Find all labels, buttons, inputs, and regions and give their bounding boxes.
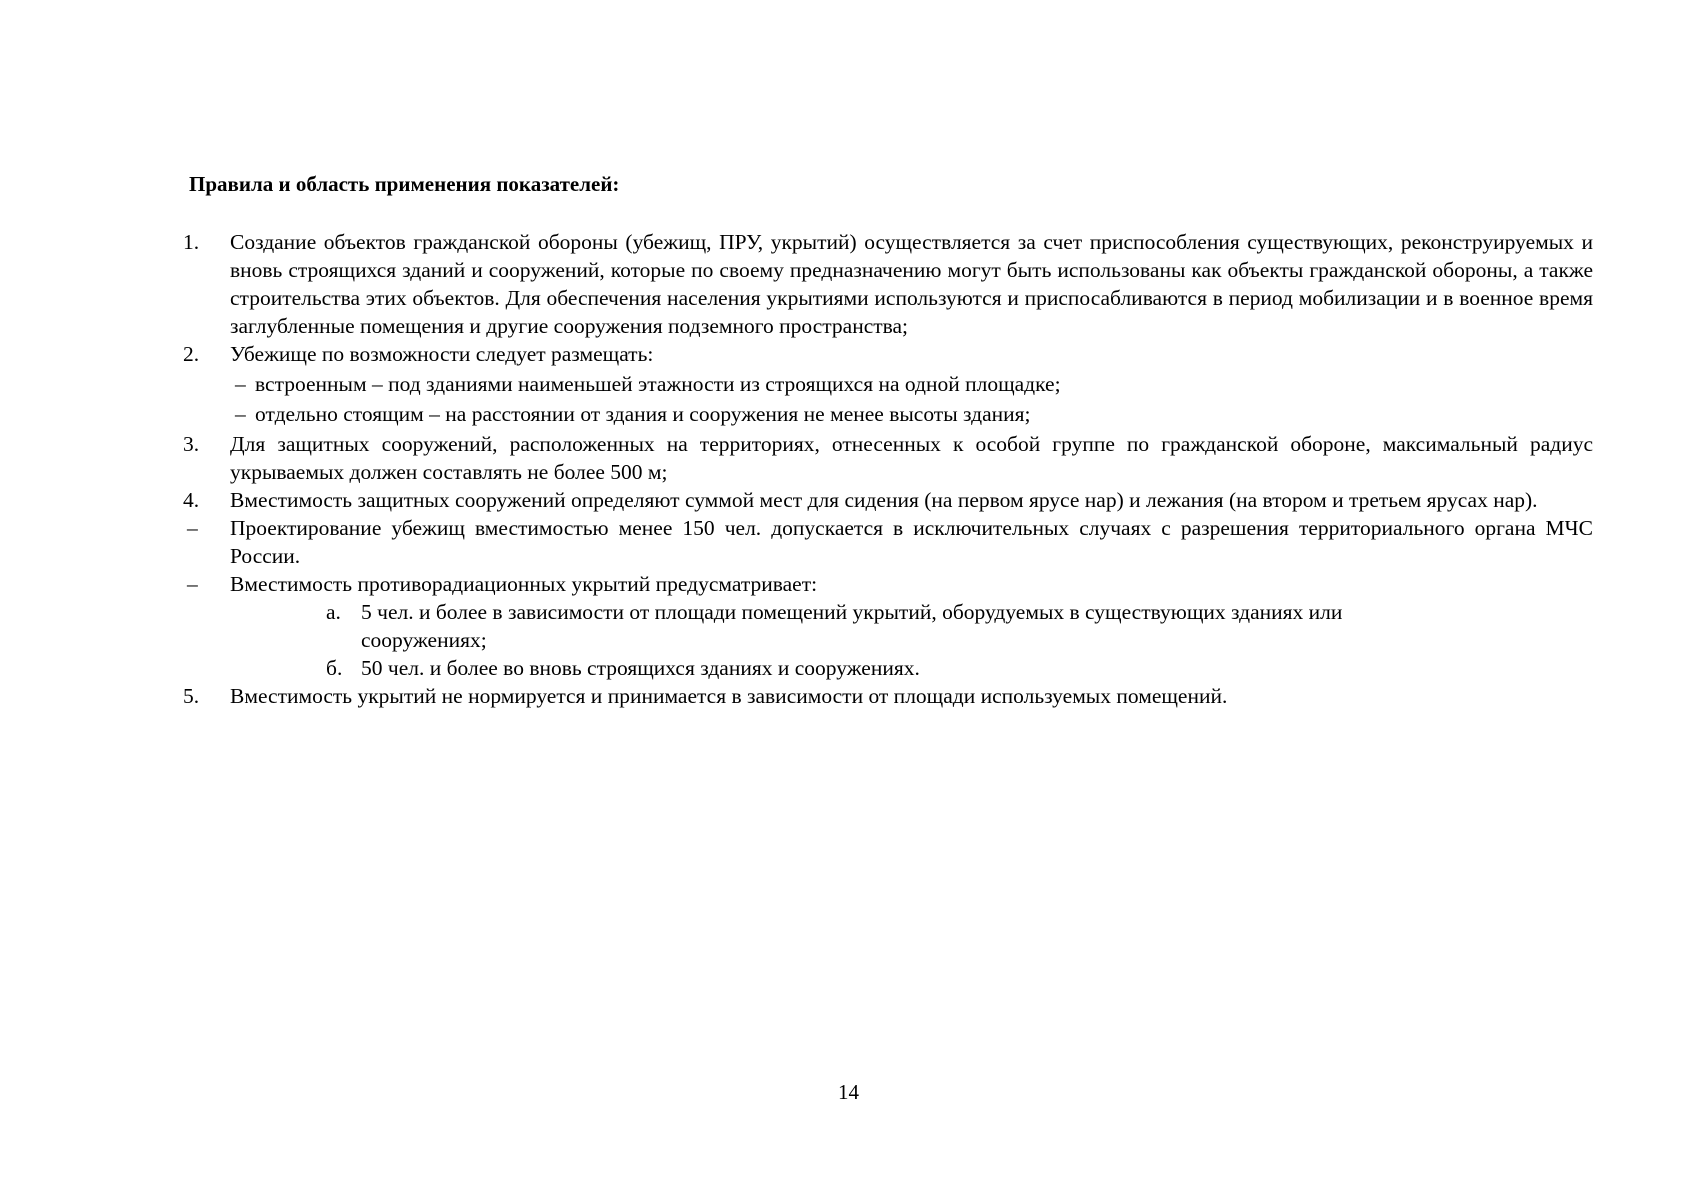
list-item (183, 486, 1593, 514)
list-item (183, 570, 1593, 598)
sub-item-text: 50 чел. и более во вновь строящихся зданиях и сооружениях. (361, 656, 920, 680)
item-number: 5. (183, 684, 200, 708)
item-text: Для защитных сооружений, расположенных на территориях, отнесенных к особой группе по гражданской обороне, максимальный радиус укрываемых должен составлять не более 500 м; (230, 432, 1593, 484)
sub-item-text: 5 чел. и более в зависимости от площади помещений укрытий, оборудуемых в существующих зданиях или сооружениях; (361, 600, 1343, 652)
lettered-sub-item (183, 598, 1461, 654)
dash-marker: – (187, 516, 198, 540)
sub-list-item (183, 400, 1593, 428)
item-text: Проектирование убежищ вместимостью менее 150 чел. допускается в исключительных случаях с разрешения территориального органа МЧС России. (230, 516, 1593, 568)
sub-list-item (183, 370, 1593, 398)
item-text: Вместимость защитных сооружений определяют суммой мест для сидения (на первом ярусе нар) и лежания (на втором и третьем ярусах нар). (230, 488, 1538, 512)
list-item (183, 228, 1593, 340)
dash-marker: – (187, 572, 198, 596)
lettered-sub-item (183, 654, 1461, 682)
item-number: 3. (183, 432, 200, 456)
letter-marker: б. (326, 656, 343, 680)
letter-marker: а. (326, 600, 341, 624)
list-item (183, 340, 1593, 368)
item-number: 4. (183, 488, 200, 512)
list-item (183, 430, 1593, 486)
list-item (183, 514, 1593, 570)
dash-marker: – (235, 372, 246, 396)
item-text: Вместимость укрытий не нормируется и принимается в зависимости от площади используемых помещений. (230, 684, 1228, 708)
dash-marker: – (235, 402, 246, 426)
item-text: Создание объектов гражданской обороны (убежищ, ПРУ, укрытий) осуществляется за счет приспособления существующих, реконструируемых и вновь строящихся зданий и сооружений, которые по своему предназначению могут быть использованы как объекты гражданской обороны, а также строительства этих объектов. Для обеспечения населения укрытиями используются и приспосабливаются в период мобилизации и в военное время заглубленные помещения и другие сооружения подземного пространства; (230, 230, 1593, 338)
list-item (183, 682, 1593, 710)
page-heading: Правила и область применения показателей: (189, 172, 620, 196)
page-number: 14 (838, 1080, 859, 1104)
item-number: 1. (183, 230, 200, 254)
sub-item-text: отдельно стоящим – на расстоянии от здания и сооружения не менее высоты здания; (255, 402, 1031, 426)
item-text: Убежище по возможности следует размещать: (230, 342, 654, 366)
item-number: 2. (183, 342, 200, 366)
item-text: Вместимость противорадиационных укрытий предусматривает: (230, 572, 818, 596)
sub-item-text: встроенным – под зданиями наименьшей этажности из строящихся на одной площадке; (255, 372, 1061, 396)
rules-list (183, 228, 1593, 710)
